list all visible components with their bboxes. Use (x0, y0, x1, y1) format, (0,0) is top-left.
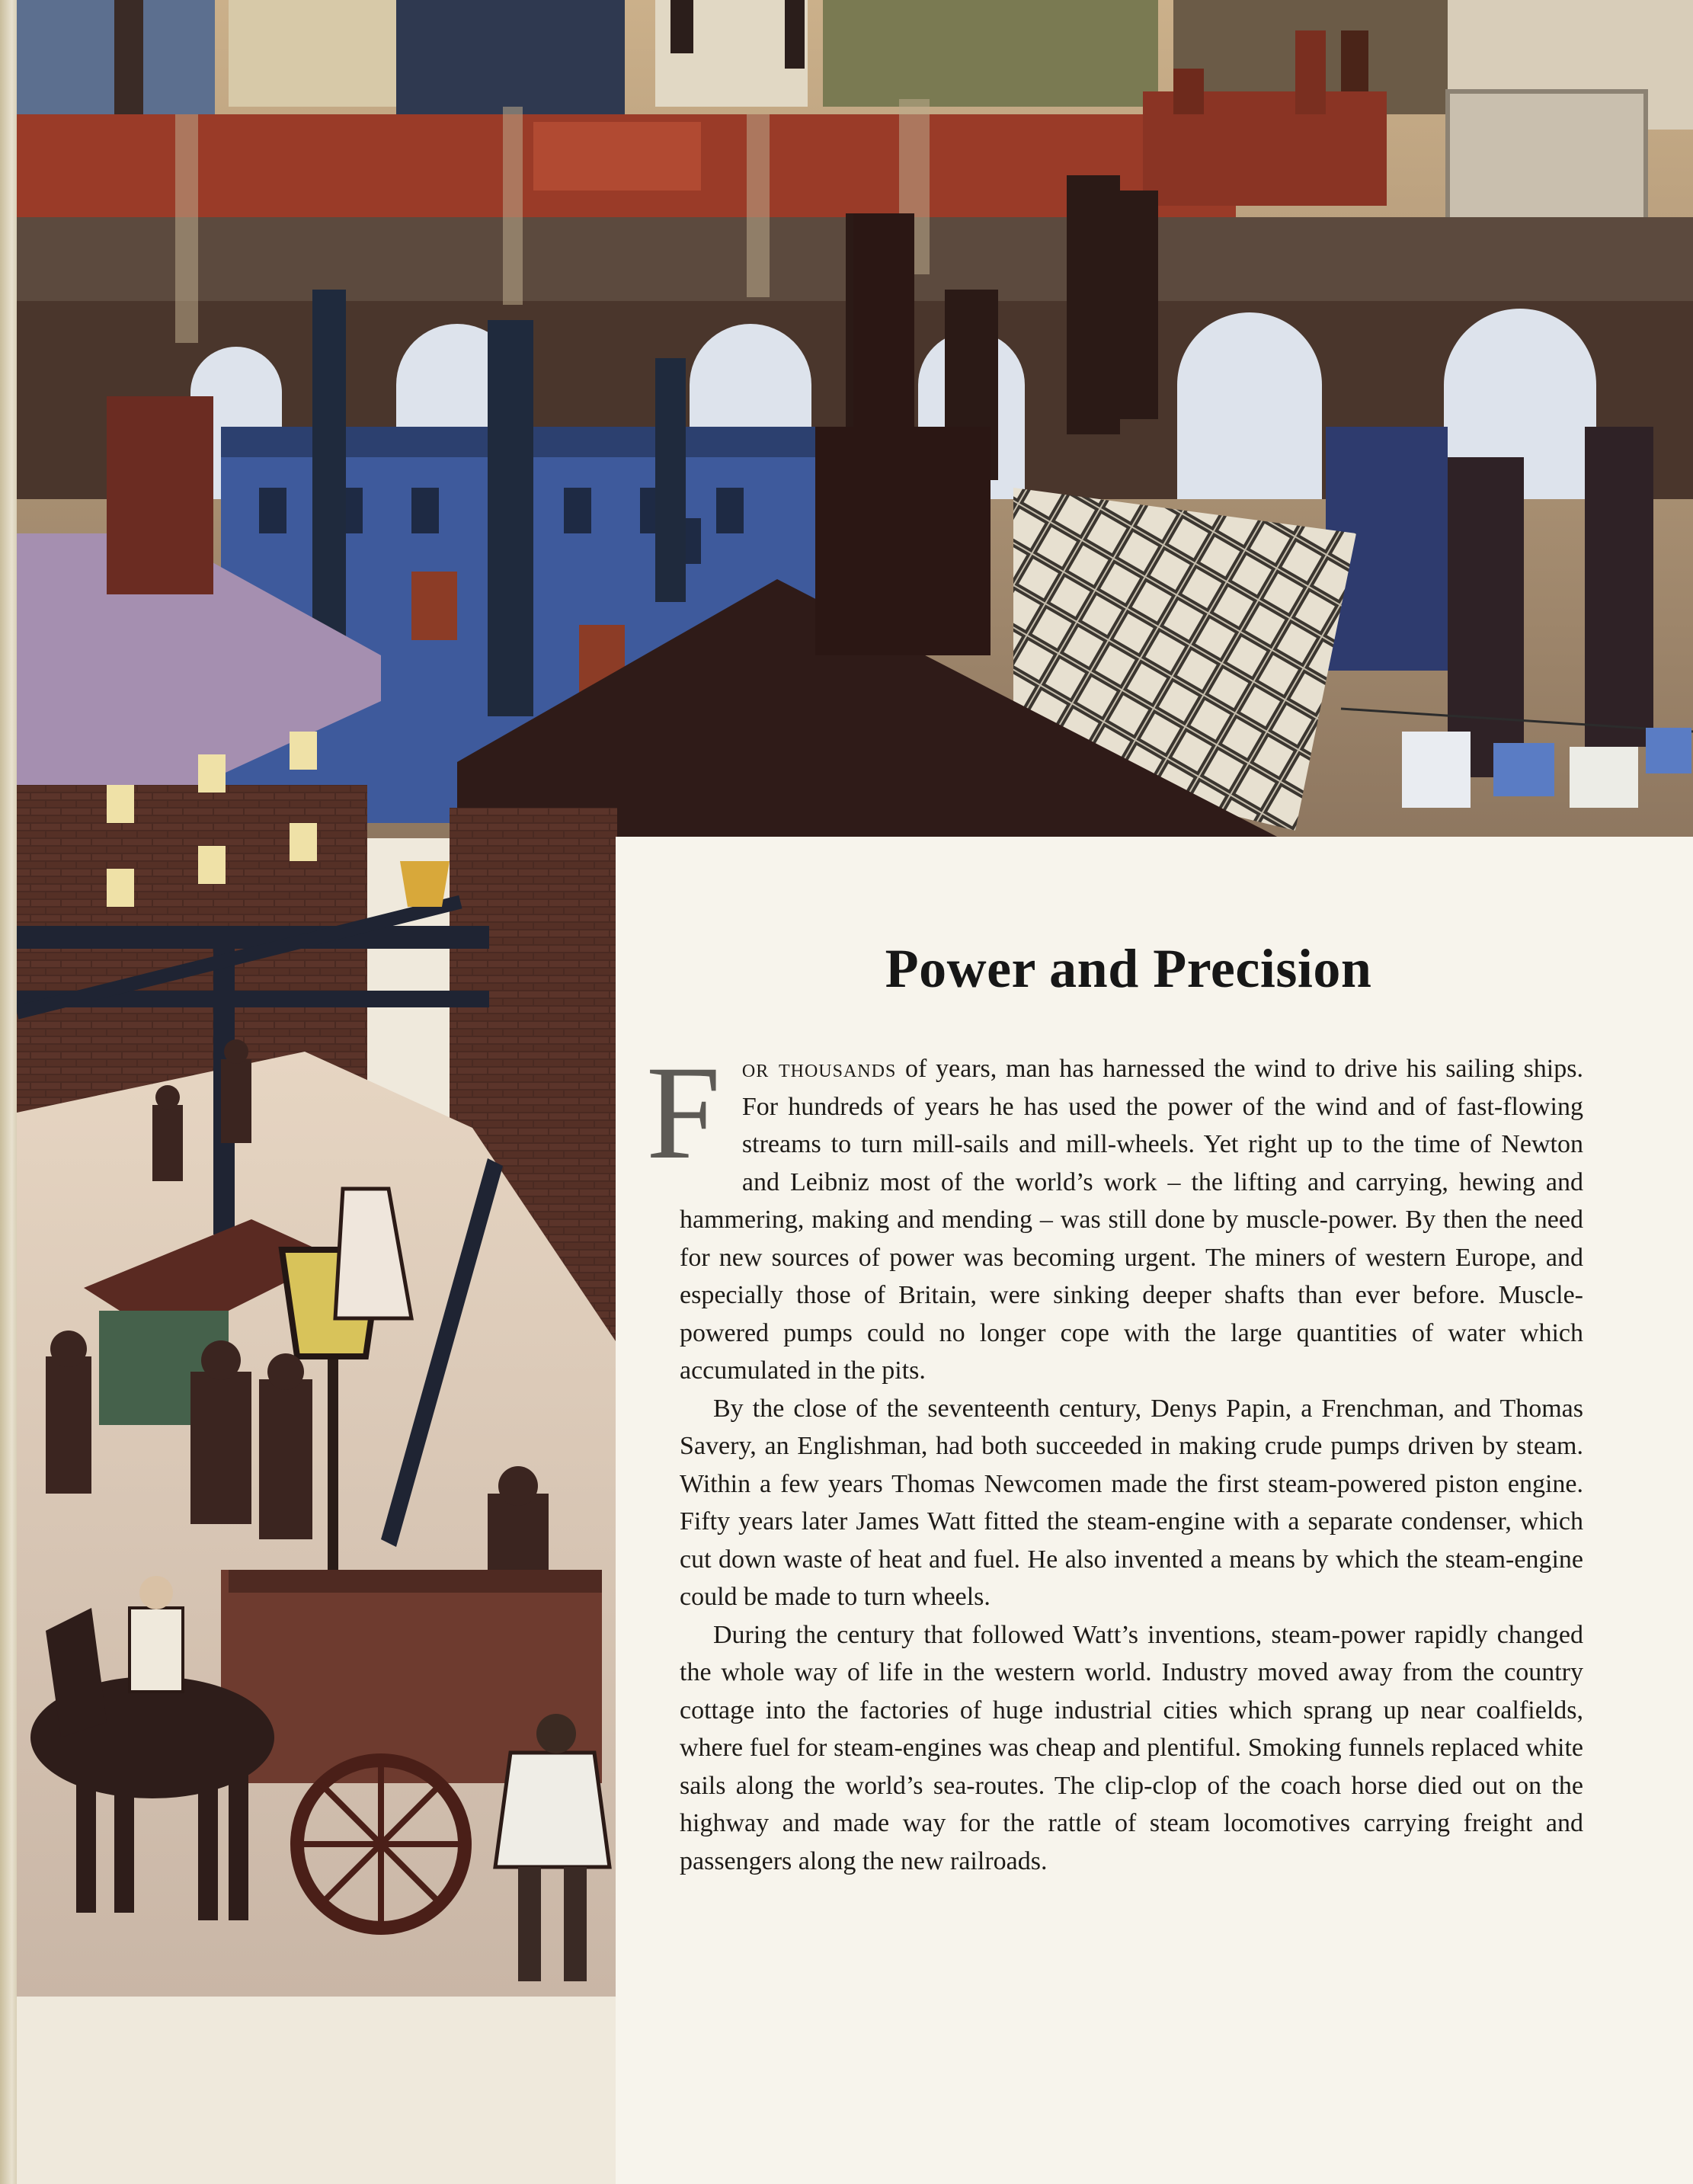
page-binding-edge (0, 0, 17, 2184)
page-title: Power and Precision (885, 938, 1372, 999)
lead-in-small-caps: or thousands (741, 1055, 897, 1083)
paragraph-1 (646, 1039, 1583, 1390)
paragraph-2: By the close of the seventeenth century, Denys Papin, a Frenchman, and Thomas Savery, an Englishman, had both succeeded in making crude pumps driven by steam. Within a few years Thomas Newcomen made the first steam-powered piston engine. Fifty years later James Watt fitted the steam-engine with a separate condenser, which cut down waste of heat and fuel. He also invented a means by which the steam-engine could be made to turn wheels. (680, 1394, 1583, 1611)
paragraph-3: During the century that followed Watt’s inventions, steam-power rapidly changed the whole way of life in the western world. Industry moved away from the country cottage into the factories of huge industrial cities which sprang up near coalfields, where fuel for steam-engines was cheap and plentiful. Smoking funnels replaced white sails along the world’s sea-routes. The clip-clop of the coach horse died out on the highway and made way for the rattle of steam locomotives carrying freight and passengers along the new railroads. (680, 1620, 1583, 1875)
article-body (646, 1039, 1583, 1880)
paragraph-1-text: of years, man has harnessed the wind to drive his sailing ships. For hundreds of years he has used the power of the wind and of fast-flowing streams to turn mill-sails and mill-wheels. Yet right up to the time of Newton and Leibniz most of the world’s work – the lifting and carrying, hewing and hammering, making and mending – was still done by muscle-power. By then the need for new sources of power was becoming urgent. The miners of western Europe, and especially those of Britain, were sinking deeper shafts than ever before. Muscle-powered pumps could no longer cope with the large quantities of water which accumulated in the pits. (680, 1055, 1583, 1385)
drop-cap: F (646, 1039, 721, 1187)
